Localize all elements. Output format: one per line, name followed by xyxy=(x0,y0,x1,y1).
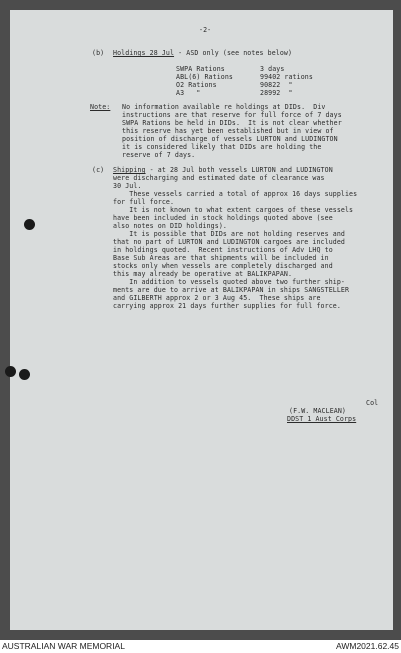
note-line: SWPA Rations be held in DIDs. It is not clear whether xyxy=(122,119,342,127)
section-b-heading xyxy=(113,50,292,58)
note-line: position of discharge of vessels LURTON and LUDINGTON xyxy=(122,135,338,143)
section-c-line: It is not known to what extent cargoes of these vessels xyxy=(113,206,354,214)
section-c-line: in holdings quoted. Recent instructions of Adv LHQ to xyxy=(113,246,333,254)
signature-rank: Col xyxy=(366,399,379,407)
section-c-line: It is possible that DIDs are not holding reserves and xyxy=(113,230,345,238)
section-c-line: for full force. xyxy=(113,198,175,206)
note-line: No information available re holdings at DIDs. Div xyxy=(122,103,326,111)
section-c-label: (c) xyxy=(92,166,105,174)
holding-item: SWPA Rations xyxy=(176,65,225,73)
note-label: Note: xyxy=(90,103,111,111)
section-b-heading-rest: - ASD only (see notes below) xyxy=(174,49,293,57)
footer-bar xyxy=(0,640,401,653)
punch-hole xyxy=(5,366,16,377)
section-c-line: this may already be operative at BALIKPAPAN. xyxy=(113,270,293,278)
holding-item: A3 " xyxy=(176,89,201,97)
section-b-heading-title: Holdings 28 Jul xyxy=(113,49,175,57)
section-c-line: In addition to vessels quoted above two further ship- xyxy=(113,278,345,286)
section-c-line: carrying approx 21 days further supplies for full force. xyxy=(113,302,341,310)
section-c-line: that no part of LURTON and LUDINGTON cargoes are included xyxy=(113,238,345,246)
section-c-line: also notes on DID holdings). xyxy=(113,222,227,230)
note-line: instructions are that reserve for full force of 7 days xyxy=(122,111,342,119)
section-c-line: Base Sub Areas are that shipments will be included in xyxy=(113,254,329,262)
holding-value: 90822 " xyxy=(260,81,293,89)
section-c-line: These vessels carried a total of approx 16 days supplies xyxy=(113,190,358,198)
note-line: reserve of 7 days. xyxy=(122,151,196,159)
section-c-first-line-rest: - at 28 Jul both vessels LURTON and LUDINGTON xyxy=(145,166,333,174)
section-c-line: and GILBERTH approx 2 or 3 Aug 45. These ships are xyxy=(113,294,321,302)
section-c-heading: Shipping xyxy=(113,166,146,174)
signature-title: DDST 1 Aust Corps xyxy=(287,415,357,423)
page-number: -2- xyxy=(199,26,212,34)
note-line: it is considered likely that DIDs are holding the xyxy=(122,143,322,151)
section-c-line: stocks only when vessels are completely discharged and xyxy=(113,262,333,270)
holding-value: 3 days xyxy=(260,65,285,73)
holding-value: 99402 rations xyxy=(260,73,313,81)
holding-item: O2 Rations xyxy=(176,81,217,89)
signature-name: (F.W. MACLEAN) xyxy=(289,407,346,415)
holding-value: 28992 " xyxy=(260,89,293,97)
footer-accession-number: AWM2021.62.45 xyxy=(336,641,399,651)
section-c-line: 30 Jul. xyxy=(113,182,142,190)
punch-hole xyxy=(24,219,35,230)
holding-item: ABL(6) Rations xyxy=(176,73,233,81)
section-c-line: have been included in stock holdings quoted above (see xyxy=(113,214,333,222)
section-c-line: were discharging and estimated date of clearance was xyxy=(113,174,325,182)
section-b-label: (b) xyxy=(92,49,105,57)
note-line: this reserve has yet been established but in view of xyxy=(122,127,334,135)
section-c-line: ments are due to arrive at BALIKPAPAN in ships SANGSTELLER xyxy=(113,286,350,294)
punch-hole xyxy=(19,369,30,380)
footer-institution: AUSTRALIAN WAR MEMORIAL xyxy=(2,641,125,651)
